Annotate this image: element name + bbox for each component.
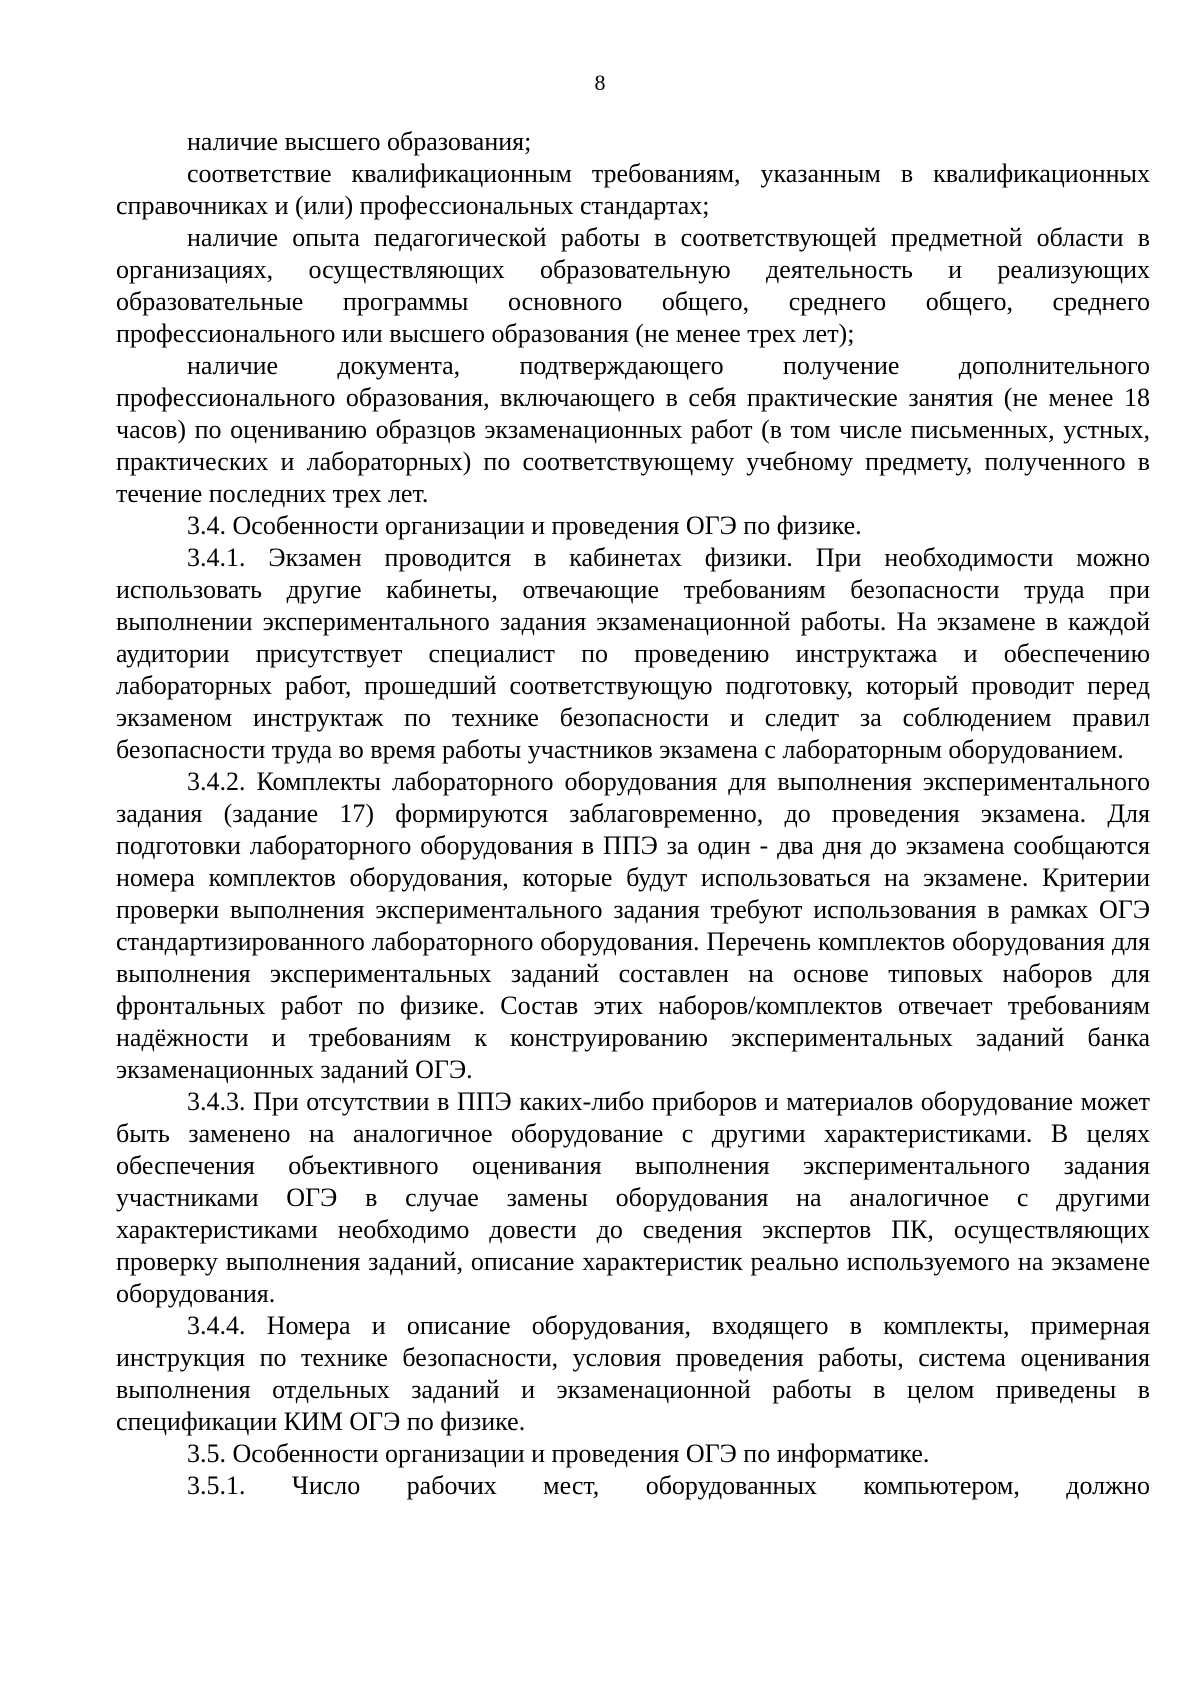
paragraph-additional-education: наличие документа, подтверждающего получение дополнительного профессионального образования, включающего в себя практические занятия (не менее 18 часов) по оцениванию образцов экзаменационных работ (в том числе письменных, устных, практических и лабораторных) по соответствующему учебному предмету, полученного в течение последних трех лет.: [116, 351, 1150, 508]
paragraph-3-4-2: 3.4.2. Комплекты лабораторного оборудования для выполнения экспериментального задания (задание 17) формируются заблаговременно, до проведения экзамена. Для подготовки лабораторного оборудования в ППЭ за один - два дня до экзамена сообщаются номера комплектов оборудования, которые будут использоваться на экзамене. Критерии проверки выполнения экспериментального задания требуют использования в рамках ОГЭ стандартизированного лабораторного оборудования. Перечень комплектов оборудования для выполнения экспериментальных заданий составлен на основе типовых наборов для фронтальных работ по физике. Состав этих наборов/комплектов отвечает требованиям надёжности и требованиям к конструированию экспериментальных заданий банка экзаменационных заданий ОГЭ.: [116, 767, 1150, 1084]
section-heading-informatics: 3.5. Особенности организации и проведения ОГЭ по информатике.: [187, 1439, 930, 1468]
page-number: 8: [594, 70, 606, 95]
paragraph-3-4-1: 3.4.1. Экзамен проводится в кабинетах физики. При необходимости можно использовать другие кабинеты, отвечающие требованиям безопасности труда при выполнении экспериментального задания экзаменационной работы. На экзамене в каждой аудитории присутствует специалист по проведению инструктажа и обеспечению лабораторных работ, прошедший соответствующую подготовку, который проводит перед экзаменом инструктаж по технике безопасности и следит за соблюдением правил безопасности труда во время работы участников экзамена с лабораторным оборудованием.: [116, 543, 1150, 764]
paragraph-3-4-3: 3.4.3. При отсутствии в ППЭ каких-либо приборов и материалов оборудование может быть заменено на аналогичное оборудование с другими характеристиками. В целях обеспечения объективного оценивания выполнения экспериментального задания участниками ОГЭ в случае замены оборудования на аналогичное с другими характеристиками необходимо довести до сведения экспертов ПК, осуществляющих проверку выполнения заданий, описание характеристик реально используемого на экзамене оборудования.: [116, 1087, 1150, 1308]
paragraph-3-5-1: 3.5.1. Число рабочих мест, оборудованных компьютером, должно: [187, 1471, 1150, 1500]
paragraph-higher-education: наличие высшего образования;: [187, 127, 532, 156]
paragraph-qualification-requirements: соответствие квалификационным требованиям, указанным в квалификационных справочниках и (или) профессиональных стандартах;: [116, 159, 1150, 220]
document-body: [116, 126, 1150, 1502]
paragraph-3-4-4: 3.4.4. Номера и описание оборудования, входящего в комплекты, примерная инструкция по технике безопасности, условия проведения работы, система оценивания выполнения отдельных заданий и экзаменационной работы в целом приведены в спецификации КИМ ОГЭ по физике.: [116, 1311, 1150, 1436]
paragraph-teaching-experience: наличие опыта педагогической работы в соответствующей предметной области в организациях, осуществляющих образовательную деятельность и реализующих образовательные программы основного общего, среднего общего, среднего профессионального или высшего образования (не менее трех лет);: [116, 223, 1150, 348]
section-heading-physics: 3.4. Особенности организации и проведения ОГЭ по физике.: [187, 511, 862, 540]
